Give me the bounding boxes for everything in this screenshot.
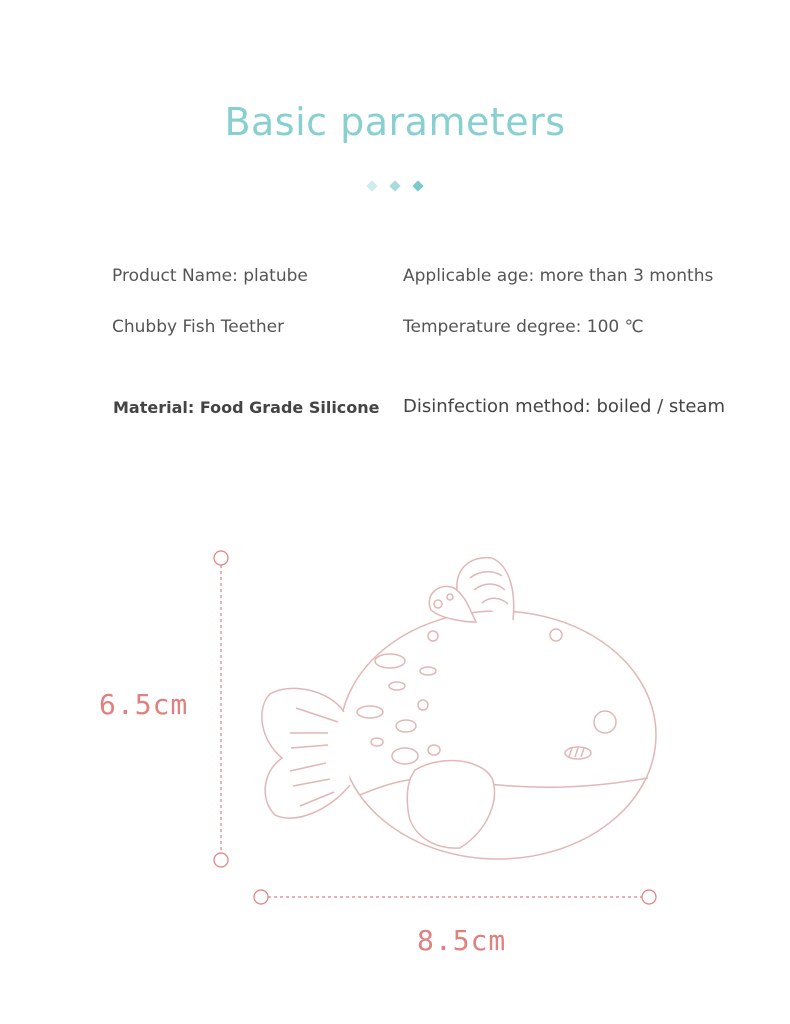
product-name: Product Name: platube [112, 266, 308, 286]
temperature-degree: Temperature degree: 100 ℃ [403, 317, 644, 337]
product-name-line2: Chubby Fish Teether [112, 317, 285, 337]
applicable-age: Applicable age: more than 3 months [403, 266, 714, 286]
fish-outline [262, 558, 656, 859]
height-dimension-line [214, 551, 228, 867]
material: Material: Food Grade Silicone [113, 398, 380, 417]
page-title: Basic parameters [224, 100, 566, 144]
disinfection-method: Disinfection method: boiled / steam [403, 396, 725, 417]
height-label: 6.5cm [99, 688, 189, 721]
width-label: 8.5cm [417, 924, 507, 957]
width-dimension-line [254, 890, 656, 904]
